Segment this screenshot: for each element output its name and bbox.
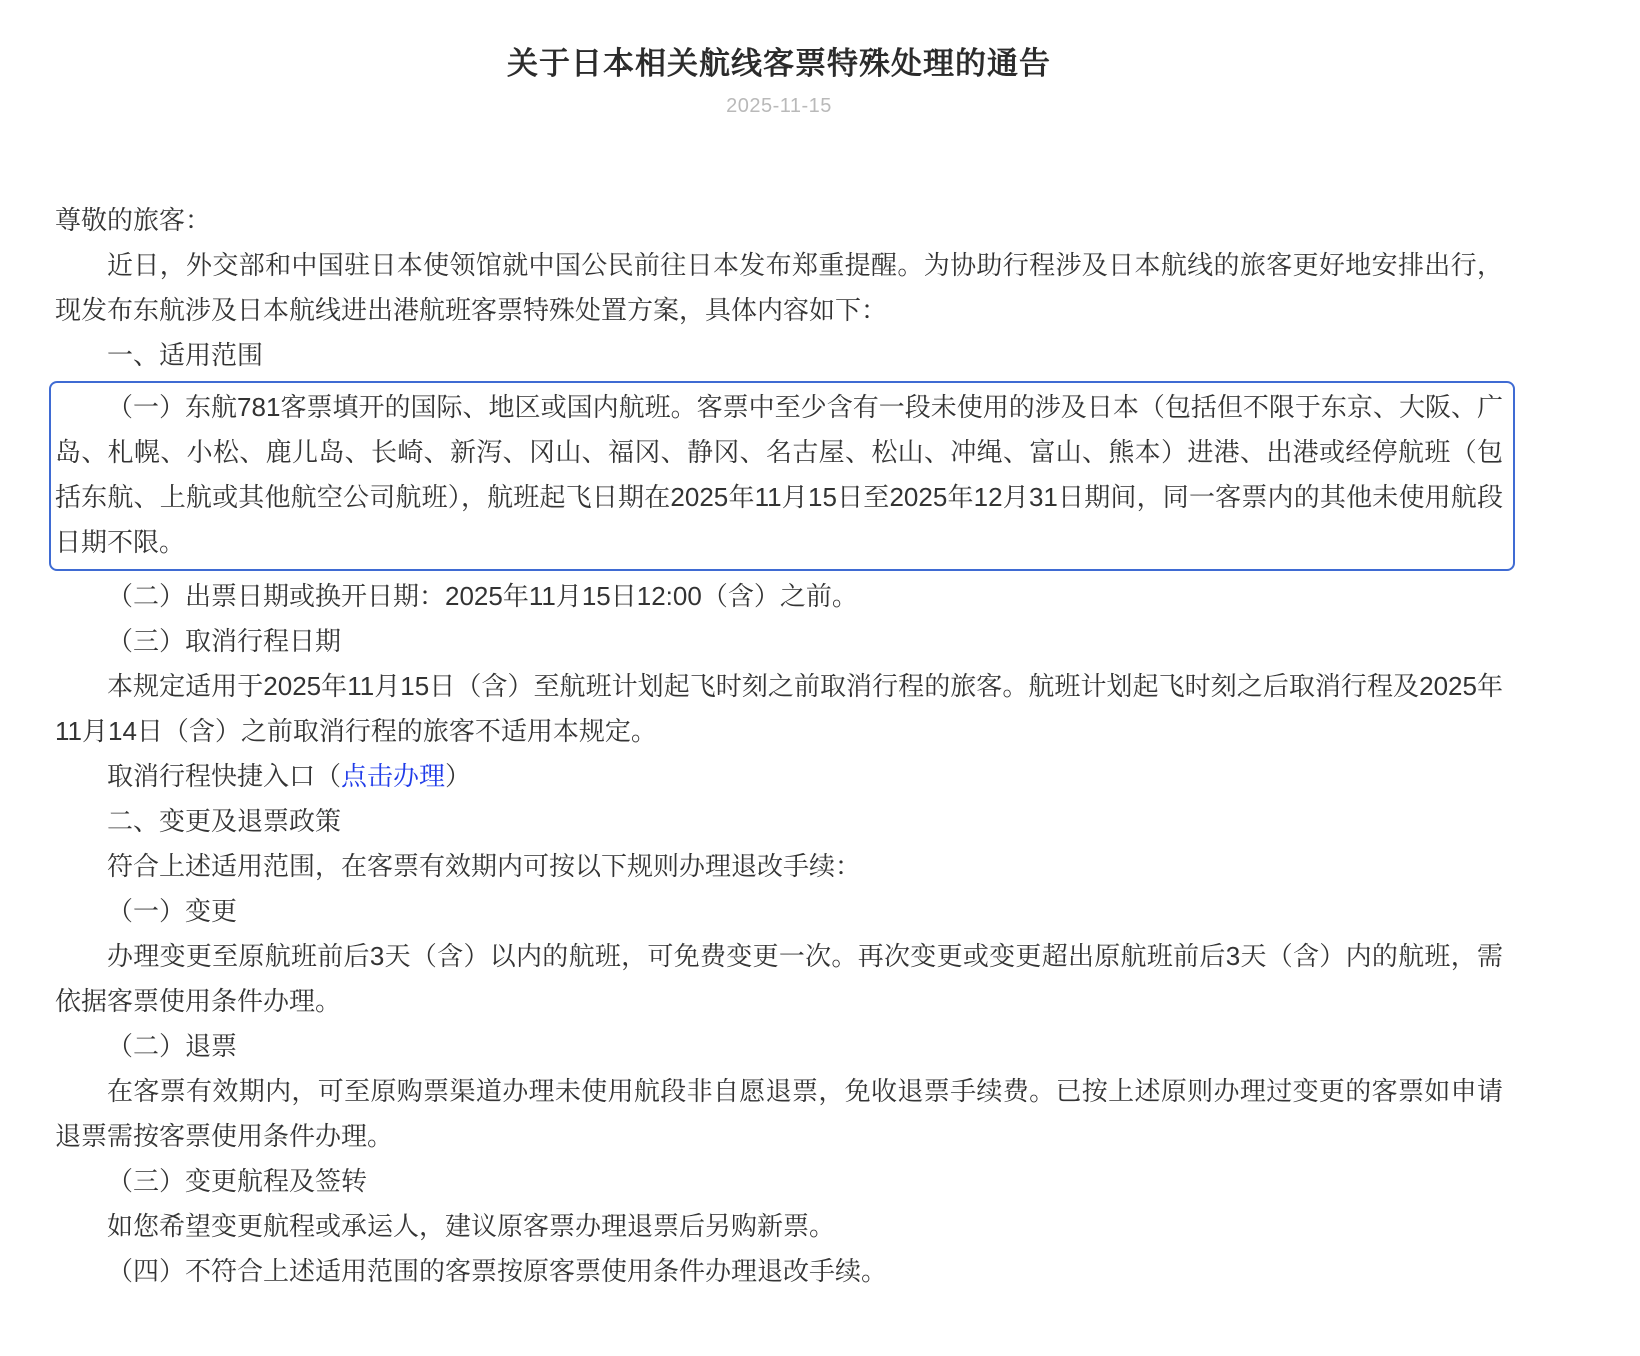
paragraph: 一、适用范围: [107, 340, 264, 370]
paragraph: （三）变更航程及签转: [107, 1166, 368, 1196]
cancel-entry-prefix: 取消行程快捷入口（: [107, 761, 342, 791]
cancel-trip-link[interactable]: 点击办理: [341, 761, 446, 791]
paragraph: 在客票有效期内，可至原购票渠道办理未使用航段非自愿退票，免收退票手续费。已按上述原则办理过变更的客票如申请退票需按客票使用条件办理。: [55, 1076, 1503, 1151]
paragraph: （四）不符合上述适用范围的客票按原客票使用条件办理退改手续。: [107, 1256, 888, 1286]
cancel-entry-paragraph: [55, 754, 1503, 799]
page-title: 关于日本相关航线客票特殊处理的通告: [507, 46, 1051, 81]
paragraph: 二、变更及退票政策: [107, 806, 342, 836]
paragraph: （三）取消行程日期: [107, 626, 342, 656]
paragraph: （一）变更: [107, 896, 238, 926]
paragraph: 近日，外交部和中国驻日本使领馆就中国公民前往日本发布郑重提醒。为协助行程涉及日本航线的旅客更好地安排出行，现发布东航涉及日本航线进出港航班客票特殊处置方案，具体内容如下：: [55, 250, 1503, 325]
document-body: [55, 198, 1503, 1294]
paragraph: 尊敬的旅客：: [55, 205, 212, 235]
cancel-entry-suffix: ）: [445, 761, 472, 791]
paragraph: 办理变更至原航班前后3天（含）以内的航班，可免费变更一次。再次变更或变更超出原航班前后3天（含）内的航班，需依据客票使用条件办理。: [55, 941, 1503, 1016]
paragraph: （二）出票日期或换开日期：2025年11月15日12:00（含）之前。: [107, 581, 858, 611]
paragraph: 如您希望变更航程或承运人，建议原客票办理退票后另购新票。: [107, 1211, 836, 1241]
paragraph: 符合上述适用范围，在客票有效期内可按以下规则办理退改手续：: [107, 851, 862, 881]
notice-content: [55, 38, 1503, 1294]
publish-date: 2025-11-15: [726, 95, 832, 117]
paragraph: 本规定适用于2025年11月15日（含）至航班计划起飞时刻之前取消行程的旅客。航班计划起飞时刻之后取消行程及2025年11月14日（含）之前取消行程的旅客不适用本规定。: [55, 671, 1503, 746]
paragraph: （二）退票: [107, 1031, 238, 1061]
highlight-box-paragraph: （一）东航781客票填开的国际、地区或国内航班。客票中至少含有一段未使用的涉及日本（包括但不限于东京、大阪、广岛、札幌、小松、鹿儿岛、长崎、新泻、冈山、福冈、静冈、名古屋、松山、冲绳、富山、熊本）进港、出港或经停航班（包括东航、上航或其他航空公司航班），航班起飞日期在2025年11月15日至2025年12月31日期间，同一客票内的其他未使用航段日期不限。: [49, 381, 1515, 571]
